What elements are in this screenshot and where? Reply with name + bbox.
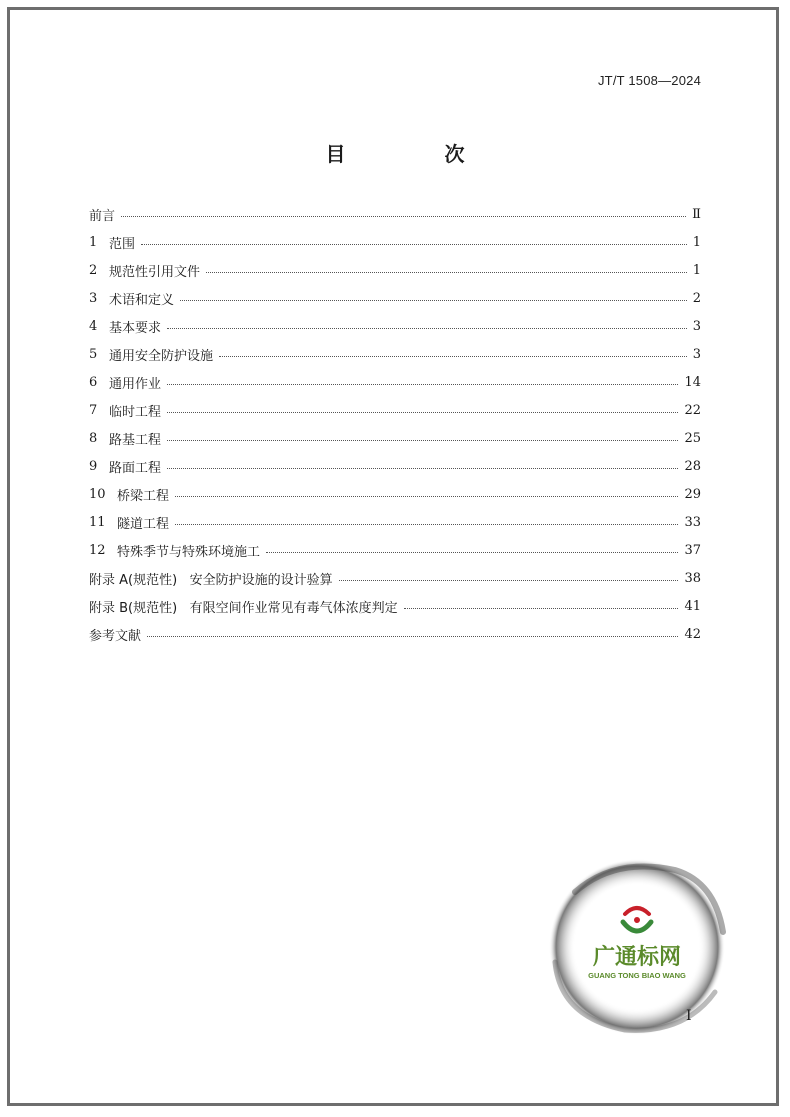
toc-dot-leader — [219, 356, 687, 357]
toc-entry-number: 10 — [89, 486, 106, 502]
toc-entry-page: 3 — [692, 346, 701, 362]
toc-dot-leader — [167, 468, 678, 469]
toc-entry[interactable] — [89, 228, 701, 256]
standard-code: JT/T 1508—2024 — [597, 73, 701, 88]
toc-dot-leader — [206, 272, 687, 273]
toc-entry-page: 3 — [692, 318, 701, 334]
toc-dot-leader — [167, 384, 678, 385]
toc-dot-leader — [175, 496, 678, 497]
toc-dot-leader — [141, 244, 687, 245]
toc-entry-label: 术语和定义 — [109, 292, 175, 308]
watermark-seal — [545, 852, 730, 1037]
toc-entry-label: 路基工程 — [109, 432, 162, 448]
toc-entry-label: 通用作业 — [109, 376, 162, 392]
toc-dot-leader — [167, 412, 678, 413]
toc-dot-leader — [266, 552, 678, 553]
toc-entry-label: 前言 — [89, 208, 116, 224]
toc-entry-number: 7 — [89, 402, 98, 418]
toc-entry-label: 特殊季节与特殊环境施工 — [117, 544, 261, 560]
toc-entry-number: 12 — [89, 542, 106, 558]
toc-entry[interactable] — [89, 256, 701, 284]
toc-dot-leader — [147, 636, 678, 637]
toc-entry-page: 25 — [684, 430, 701, 446]
toc-entry-page: 1 — [692, 262, 701, 278]
toc-entry[interactable] — [89, 284, 701, 312]
toc-dot-leader — [180, 300, 687, 301]
toc-entry[interactable] — [89, 452, 701, 480]
toc-entry[interactable] — [89, 620, 701, 648]
toc-entry[interactable] — [89, 564, 701, 592]
toc-entry[interactable] — [89, 592, 701, 620]
toc-entry-label: 隧道工程 — [117, 516, 170, 532]
toc-entry-label: 附录 B(规范性) 有限空间作业常见有毒气体浓度判定 — [89, 600, 398, 616]
toc-entry-label: 桥梁工程 — [117, 488, 170, 504]
toc-entry-page: 37 — [684, 542, 701, 558]
toc-entry-page: 29 — [684, 486, 701, 502]
toc-entry[interactable] — [89, 424, 701, 452]
toc-entry-number: 1 — [89, 234, 98, 250]
toc-entry-number: 3 — [89, 290, 98, 306]
toc-entry-page: 2 — [692, 290, 701, 306]
toc-entry-page: 42 — [684, 626, 701, 642]
toc-entry-page: 38 — [684, 570, 701, 586]
toc-entry-number: 5 — [89, 346, 98, 362]
toc-entry-number: 4 — [89, 318, 98, 334]
toc-entry-label: 附录 A(规范性) 安全防护设施的设计验算 — [89, 572, 333, 588]
toc-entry[interactable] — [89, 480, 701, 508]
toc-entry[interactable] — [89, 508, 701, 536]
toc-dot-leader — [167, 328, 687, 329]
toc-entry-number: 11 — [89, 514, 106, 530]
watermark-name-en: GUANG TONG BIAO WANG — [588, 971, 686, 980]
toc-dot-leader — [167, 440, 678, 441]
toc-entry-label: 规范性引用文件 — [109, 264, 201, 280]
watermark-name-cn: 广通标网 — [592, 944, 682, 970]
toc-dot-leader — [175, 524, 678, 525]
toc-entry[interactable] — [89, 340, 701, 368]
toc-entry-label: 范围 — [109, 236, 136, 252]
toc-entry-page: 28 — [684, 458, 701, 474]
toc-entry-page: 33 — [684, 514, 701, 530]
toc-entry-label: 基本要求 — [109, 320, 162, 336]
toc-entry-number: 8 — [89, 430, 98, 446]
page-title: 目 次 — [325, 142, 511, 166]
toc-dot-leader — [404, 608, 679, 609]
toc-entry-page: 1 — [692, 234, 701, 250]
toc-entry[interactable] — [89, 536, 701, 564]
toc-entry-page: 22 — [684, 402, 701, 418]
toc-entry-label: 路面工程 — [109, 460, 162, 476]
toc-entry[interactable] — [89, 368, 701, 396]
toc-dot-leader — [121, 216, 686, 217]
page-number: I — [686, 1008, 692, 1024]
toc-entry-label: 临时工程 — [109, 404, 162, 420]
toc-entry-page: 41 — [684, 598, 701, 614]
toc-entry-number: 2 — [89, 262, 98, 278]
toc-dot-leader — [339, 580, 679, 581]
toc-entry-page: 14 — [684, 374, 701, 390]
toc-entry-label: 通用安全防护设施 — [109, 348, 214, 364]
toc-entry[interactable] — [89, 200, 701, 228]
toc-entry-number: 9 — [89, 458, 98, 474]
toc-entry[interactable] — [89, 312, 701, 340]
toc-entry-number: 6 — [89, 374, 98, 390]
toc-entry-label: 参考文献 — [89, 628, 142, 644]
toc-entry[interactable] — [89, 396, 701, 424]
table-of-contents — [89, 200, 701, 648]
toc-entry-page: Ⅱ — [692, 206, 701, 222]
